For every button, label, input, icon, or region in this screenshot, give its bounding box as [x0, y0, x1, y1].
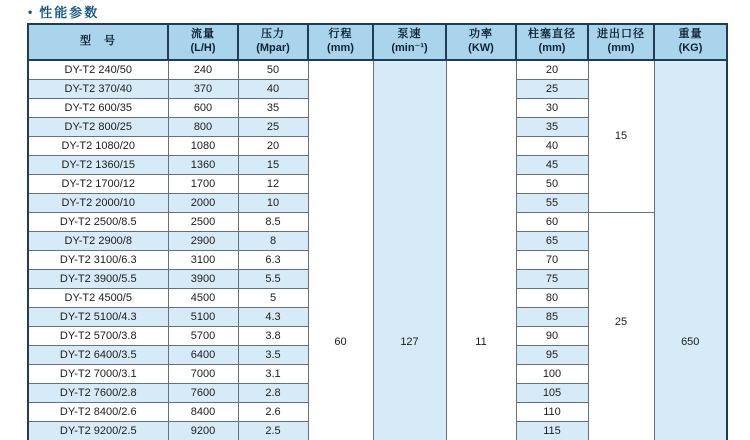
col-header-speed: 泵速 (min⁻¹) — [373, 24, 446, 60]
cell-model: DY-T2 9200/2.5 — [28, 422, 168, 440]
title-bullet-icon: • — [28, 4, 33, 19]
cell-model: DY-T2 5700/3.8 — [28, 327, 168, 346]
cell-power-merged: 11 — [446, 60, 516, 440]
cell-pressure: 20 — [238, 137, 308, 156]
cell-flow: 2900 — [168, 232, 238, 251]
cell-model: DY-T2 3100/6.3 — [28, 251, 168, 270]
cell-stroke-merged: 60 — [308, 60, 373, 440]
cell-pressure: 50 — [238, 60, 308, 80]
cell-model: DY-T2 240/50 — [28, 60, 168, 80]
cell-plunger: 95 — [516, 346, 588, 365]
cell-model: DY-T2 5100/4.3 — [28, 308, 168, 327]
cell-flow: 1700 — [168, 175, 238, 194]
cell-pressure: 5 — [238, 289, 308, 308]
cell-plunger: 35 — [516, 118, 588, 137]
cell-plunger: 65 — [516, 232, 588, 251]
cell-pressure: 2.8 — [238, 384, 308, 403]
cell-plunger: 80 — [516, 289, 588, 308]
cell-flow: 3900 — [168, 270, 238, 289]
cell-weight-merged: 650 — [654, 60, 727, 440]
cell-flow: 6400 — [168, 346, 238, 365]
col-header-power: 功率 (KW) — [446, 24, 516, 60]
cell-pressure: 3.8 — [238, 327, 308, 346]
cell-flow: 2500 — [168, 213, 238, 232]
cell-plunger: 90 — [516, 327, 588, 346]
cell-pressure: 3.5 — [238, 346, 308, 365]
cell-plunger: 55 — [516, 194, 588, 213]
cell-model: DY-T2 8400/2.6 — [28, 403, 168, 422]
col-header-stroke: 行程 (mm) — [308, 24, 373, 60]
cell-plunger: 40 — [516, 137, 588, 156]
col-header-flow: 流量 (L/H) — [168, 24, 238, 60]
col-header-pressure: 压力 (Mpar) — [238, 24, 308, 60]
cell-pressure: 35 — [238, 99, 308, 118]
cell-flow: 600 — [168, 99, 238, 118]
cell-plunger: 20 — [516, 60, 588, 80]
cell-pressure: 6.3 — [238, 251, 308, 270]
cell-model: DY-T2 2500/8.5 — [28, 213, 168, 232]
cell-plunger: 45 — [516, 156, 588, 175]
performance-spec-table — [27, 23, 728, 440]
cell-pressure: 40 — [238, 80, 308, 99]
cell-model: DY-T2 370/40 — [28, 80, 168, 99]
cell-plunger: 105 — [516, 384, 588, 403]
cell-flow: 9200 — [168, 422, 238, 440]
cell-pressure: 4.3 — [238, 308, 308, 327]
cell-plunger: 85 — [516, 308, 588, 327]
cell-pressure: 25 — [238, 118, 308, 137]
cell-flow: 5700 — [168, 327, 238, 346]
cell-model: DY-T2 7600/2.8 — [28, 384, 168, 403]
cell-flow: 8400 — [168, 403, 238, 422]
cell-plunger: 70 — [516, 251, 588, 270]
cell-model: DY-T2 2900/8 — [28, 232, 168, 251]
cell-flow: 240 — [168, 60, 238, 80]
cell-model: DY-T2 7000/3.1 — [28, 365, 168, 384]
cell-pressure: 2.5 — [238, 422, 308, 440]
cell-pressure: 3.1 — [238, 365, 308, 384]
cell-plunger: 100 — [516, 365, 588, 384]
cell-plunger: 25 — [516, 80, 588, 99]
cell-plunger: 60 — [516, 213, 588, 232]
cell-flow: 7000 — [168, 365, 238, 384]
cell-pressure: 12 — [238, 175, 308, 194]
cell-model: DY-T2 1700/12 — [28, 175, 168, 194]
cell-flow: 4500 — [168, 289, 238, 308]
cell-io-bottom-merged: 25 — [588, 213, 654, 440]
cell-model: DY-T2 3900/5.5 — [28, 270, 168, 289]
col-header-io: 进出口径 (mm) — [588, 24, 654, 60]
cell-flow: 7600 — [168, 384, 238, 403]
cell-pressure: 10 — [238, 194, 308, 213]
cell-plunger: 50 — [516, 175, 588, 194]
page-title-text: 性能参数 — [39, 5, 100, 20]
cell-flow: 1080 — [168, 137, 238, 156]
cell-flow: 2000 — [168, 194, 238, 213]
cell-model: DY-T2 4500/5 — [28, 289, 168, 308]
table-row — [28, 60, 727, 80]
cell-plunger: 75 — [516, 270, 588, 289]
cell-model: DY-T2 1080/20 — [28, 137, 168, 156]
page-title — [28, 2, 99, 21]
col-header-plunger: 柱塞直径 (mm) — [516, 24, 588, 60]
cell-pressure: 8 — [238, 232, 308, 251]
cell-plunger: 30 — [516, 99, 588, 118]
col-header-model: 型 号 — [28, 24, 168, 60]
cell-flow: 800 — [168, 118, 238, 137]
cell-model: DY-T2 600/35 — [28, 99, 168, 118]
cell-flow: 3100 — [168, 251, 238, 270]
cell-model: DY-T2 800/25 — [28, 118, 168, 137]
cell-model: DY-T2 1360/15 — [28, 156, 168, 175]
cell-pump-speed-merged: 127 — [373, 60, 446, 440]
header-row — [28, 24, 727, 60]
cell-flow: 5100 — [168, 308, 238, 327]
col-header-weight: 重量 (KG) — [654, 24, 727, 60]
cell-io-top-merged: 15 — [588, 60, 654, 213]
cell-flow: 1360 — [168, 156, 238, 175]
cell-model: DY-T2 6400/3.5 — [28, 346, 168, 365]
cell-plunger: 115 — [516, 422, 588, 440]
cell-pressure: 15 — [238, 156, 308, 175]
cell-flow: 370 — [168, 80, 238, 99]
cell-pressure: 2.6 — [238, 403, 308, 422]
cell-pressure: 8.5 — [238, 213, 308, 232]
cell-pressure: 5.5 — [238, 270, 308, 289]
cell-plunger: 110 — [516, 403, 588, 422]
cell-model: DY-T2 2000/10 — [28, 194, 168, 213]
